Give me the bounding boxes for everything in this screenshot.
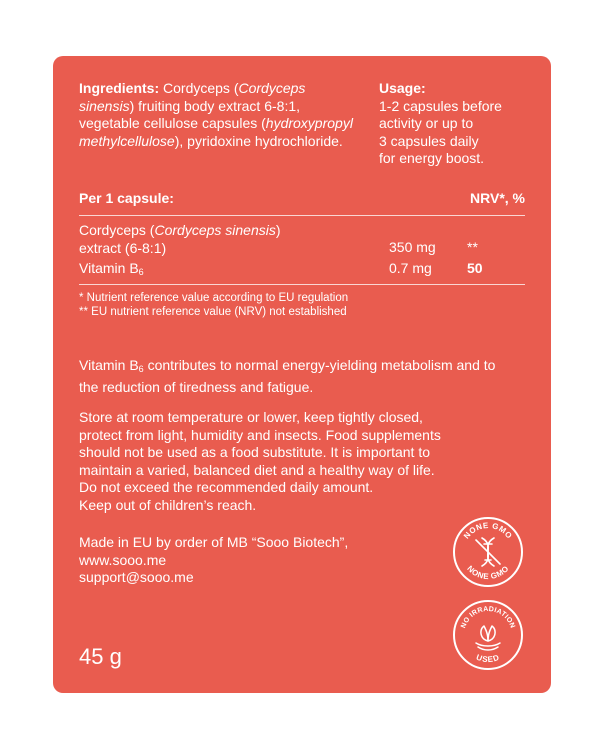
- claim-sub: 6: [138, 364, 144, 374]
- ingredients-text-2: ) fruiting body extract 6-8:1, vegetable cellulose capsules (: [79, 97, 301, 131]
- usage-line: for energy boost.: [379, 150, 485, 166]
- gmo-top-text: NONE GMO: [461, 520, 514, 541]
- claim-a: Vitamin B: [79, 357, 139, 373]
- usage-line: 1-2 capsules before: [379, 97, 502, 114]
- storage-line: protect from light, humidity and insects. Food supplements: [79, 426, 441, 443]
- usage-block: [379, 80, 539, 168]
- table-divider-top: [79, 215, 525, 216]
- no-irradiation-badge: [452, 599, 524, 671]
- usage-line: activity or up to: [379, 115, 474, 131]
- ingredients-text-1: Cordyceps (: [159, 80, 239, 96]
- svg-text:NONE GMO: [465, 564, 510, 581]
- net-weight: 45 g: [79, 644, 122, 669]
- storage-text: [79, 409, 539, 514]
- table-header-left: Per 1 capsule:: [79, 190, 174, 206]
- manufacturer-block: [79, 534, 419, 587]
- gmo-bottom-text: NONE GMO: [465, 563, 511, 582]
- irr-top-text: NO IRRADIATION: [460, 605, 516, 630]
- leaf-hand-icon: [476, 626, 500, 650]
- row2-amount: 0.7 mg: [389, 260, 432, 276]
- svg-text:NO IRRADIATION: [460, 606, 516, 629]
- ingredients-latin-2: hydroxypropyl methylcellulose: [79, 115, 353, 149]
- email-link[interactable]: support@sooo.me: [79, 569, 194, 585]
- irr-bottom-text: USED: [474, 652, 502, 665]
- row1-name-b: ): [275, 222, 281, 238]
- storage-line: Keep out of children’s reach.: [79, 496, 257, 513]
- footnote-2: ** EU nutrient reference value (NRV) not established: [79, 306, 347, 318]
- table-row-vitamin-b6-name: [79, 260, 144, 282]
- usage-line: 3 capsules daily: [379, 132, 479, 149]
- manufacturer-line: Made in EU by order of MB “Sooo Biotech”,: [79, 534, 349, 550]
- row2-name-sub: 6: [138, 267, 144, 277]
- storage-line: Store at room temperature or lower, keep tightly closed,: [79, 409, 423, 425]
- label-panel: [53, 56, 551, 693]
- row1-name-a: Cordyceps (: [79, 222, 155, 238]
- ingredients-text-3: ), pyridoxine hydrochloride.: [174, 132, 343, 149]
- footnote-1: * Nutrient reference value according to EU regulation: [79, 292, 349, 304]
- row1-name-line2: extract (6-8:1): [79, 239, 167, 256]
- dna-crossed-icon: [476, 538, 500, 566]
- health-claim: [79, 357, 509, 396]
- ingredients-block: [79, 80, 359, 150]
- row1-name-latin: Cordyceps sinensis: [154, 222, 276, 238]
- row1-nrv: **: [467, 239, 478, 255]
- none-gmo-badge: [452, 516, 524, 588]
- row2-nrv: 50: [467, 260, 483, 276]
- website-link[interactable]: www.sooo.me: [79, 551, 167, 568]
- row2-name: Vitamin B: [79, 260, 139, 276]
- storage-line: maintain a varied, balanced diet and a healthy way of life.: [79, 461, 435, 478]
- ingredients-latin-1: Cordyceps sinensis: [79, 80, 306, 114]
- table-header-right: NRV*, %: [470, 190, 525, 206]
- row1-amount: 350 mg: [389, 239, 436, 255]
- claim-b: contributes to normal energy-yielding metabolism and to the reduction of tiredness and fatigue.: [79, 357, 496, 395]
- storage-line: should not be used as a food substitute. It is important to: [79, 444, 430, 460]
- ingredients-heading: Ingredients:: [79, 80, 160, 96]
- storage-line: Do not exceed the recommended daily amount.: [79, 479, 374, 495]
- table-row-cordyceps-name: [79, 222, 369, 257]
- svg-text:USED: [475, 653, 501, 665]
- table-divider-bottom: [79, 284, 525, 285]
- usage-heading: Usage:: [379, 80, 426, 96]
